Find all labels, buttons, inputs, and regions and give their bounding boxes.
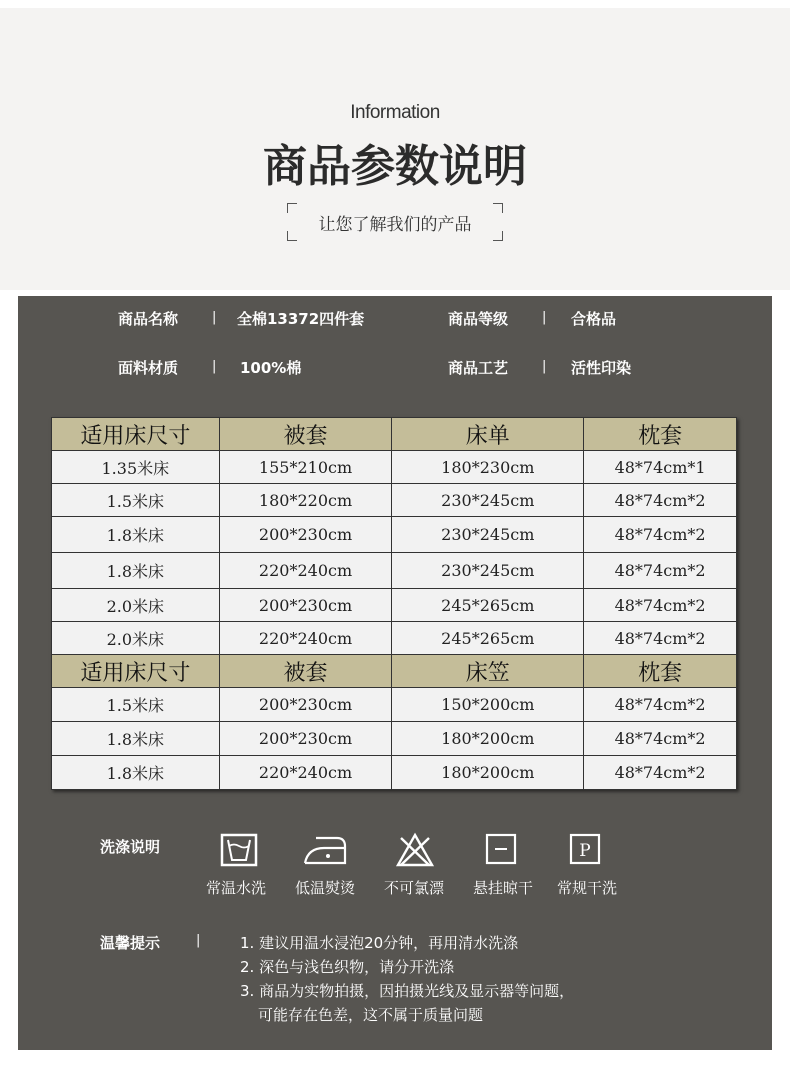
table-cell: 1.5米床 xyxy=(52,688,220,722)
product-name-value: 全棉13372四件套 xyxy=(237,310,365,328)
header-cell: 床笠 xyxy=(392,655,584,688)
header-cell: 适用床尺寸 xyxy=(52,655,220,688)
page-title: 商品参数说明 xyxy=(263,141,527,192)
table-cell: 48*74cm*2 xyxy=(584,722,737,756)
iron-icon xyxy=(302,832,348,868)
page-subtitle: 让您了解我们的产品 xyxy=(318,215,472,235)
header-cell: 适用床尺寸 xyxy=(52,418,220,451)
table-row xyxy=(52,688,737,722)
product-grade-value: 合格品 xyxy=(571,310,617,328)
header-cell: 床单 xyxy=(392,418,584,451)
material-value: 100%棉 xyxy=(240,359,302,377)
table-cell: 1.35米床 xyxy=(52,451,220,484)
table-cell: 245*265cm xyxy=(392,589,584,622)
table-cell: 180*200cm xyxy=(392,722,584,756)
table-cell: 230*245cm xyxy=(392,553,584,589)
material-label: 面料材质 xyxy=(118,359,179,377)
table-cell: 48*74cm*2 xyxy=(584,589,737,622)
table-cell: 1.8米床 xyxy=(52,722,220,756)
table-cell: 155*210cm xyxy=(219,451,392,484)
no-bleach-icon xyxy=(395,832,435,868)
table-row xyxy=(52,589,737,622)
table-cell: 1.8米床 xyxy=(52,553,220,589)
wash-tub-icon xyxy=(219,832,259,868)
table-cell: 200*230cm xyxy=(219,688,392,722)
header-cell: 枕套 xyxy=(584,655,737,688)
table-row xyxy=(52,722,737,756)
table-cell: 180*230cm xyxy=(392,451,584,484)
table-row xyxy=(52,517,737,553)
iron-label: 低温熨烫 xyxy=(294,879,355,897)
tip-item: 1. 建议用温水浸泡20分钟，再用清水洗涤 xyxy=(240,934,519,952)
separator: | xyxy=(542,359,547,374)
table-header-row xyxy=(52,655,737,688)
separator: | xyxy=(212,310,217,325)
table-cell: 2.0米床 xyxy=(52,622,220,655)
info-english-title: Information xyxy=(350,102,440,123)
craft-value: 活性印染 xyxy=(571,359,632,377)
table-cell: 1.5米床 xyxy=(52,484,220,517)
wash-label-normal: 常温水洗 xyxy=(205,879,266,897)
table-cell: 220*240cm xyxy=(219,756,392,790)
separator: | xyxy=(196,933,201,948)
tips-label: 温馨提示 xyxy=(100,934,161,952)
svg-text:P: P xyxy=(579,841,591,861)
table-cell: 48*74cm*2 xyxy=(584,756,737,790)
table-header-row xyxy=(52,418,737,451)
product-name-label: 商品名称 xyxy=(118,310,179,328)
table-row xyxy=(52,756,737,790)
table-cell: 220*240cm xyxy=(219,622,392,655)
table-cell: 2.0米床 xyxy=(52,589,220,622)
header-cell: 被套 xyxy=(219,418,392,451)
table-cell: 1.8米床 xyxy=(52,517,220,553)
table-cell: 48*74cm*2 xyxy=(584,484,737,517)
dry-clean-icon xyxy=(569,832,609,868)
table-cell: 48*74cm*2 xyxy=(584,517,737,553)
table-row xyxy=(52,484,737,517)
table-row xyxy=(52,622,737,655)
header-cell: 枕套 xyxy=(584,418,737,451)
hang-dry-icon xyxy=(484,832,524,868)
table-cell: 245*265cm xyxy=(392,622,584,655)
dry-clean-label: 常规干洗 xyxy=(556,879,617,897)
table-row xyxy=(52,553,737,589)
table-cell: 48*74cm*2 xyxy=(584,622,737,655)
table-row xyxy=(52,451,737,484)
table-cell: 200*230cm xyxy=(219,517,392,553)
table-cell: 48*74cm*1 xyxy=(584,451,737,484)
separator: | xyxy=(212,359,217,374)
tip-item: 可能存在色差，这不属于质量问题 xyxy=(258,1006,484,1024)
table-cell: 150*200cm xyxy=(392,688,584,722)
table-cell: 48*74cm*2 xyxy=(584,553,737,589)
table-cell: 48*74cm*2 xyxy=(584,688,737,722)
table-cell: 230*245cm xyxy=(392,517,584,553)
size-spec-table xyxy=(51,417,737,790)
table-cell: 180*220cm xyxy=(219,484,392,517)
craft-label: 商品工艺 xyxy=(448,359,509,377)
header-cell: 被套 xyxy=(219,655,392,688)
separator: | xyxy=(542,310,547,325)
tip-item: 2. 深色与浅色织物，请分开洗涤 xyxy=(240,958,455,976)
hang-dry-label: 悬挂晾干 xyxy=(472,879,533,897)
tip-item: 3. 商品为实物拍摄，因拍摄光线及显示器等问题， xyxy=(240,982,575,1000)
table-cell: 220*240cm xyxy=(219,553,392,589)
table-cell: 200*230cm xyxy=(219,589,392,622)
washing-label: 洗涤说明 xyxy=(100,838,161,856)
product-grade-label: 商品等级 xyxy=(448,310,509,328)
table-cell: 230*245cm xyxy=(392,484,584,517)
table-cell: 180*200cm xyxy=(392,756,584,790)
table-cell: 200*230cm xyxy=(219,722,392,756)
no-bleach-label: 不可氯漂 xyxy=(383,879,444,897)
table-cell: 1.8米床 xyxy=(52,756,220,790)
